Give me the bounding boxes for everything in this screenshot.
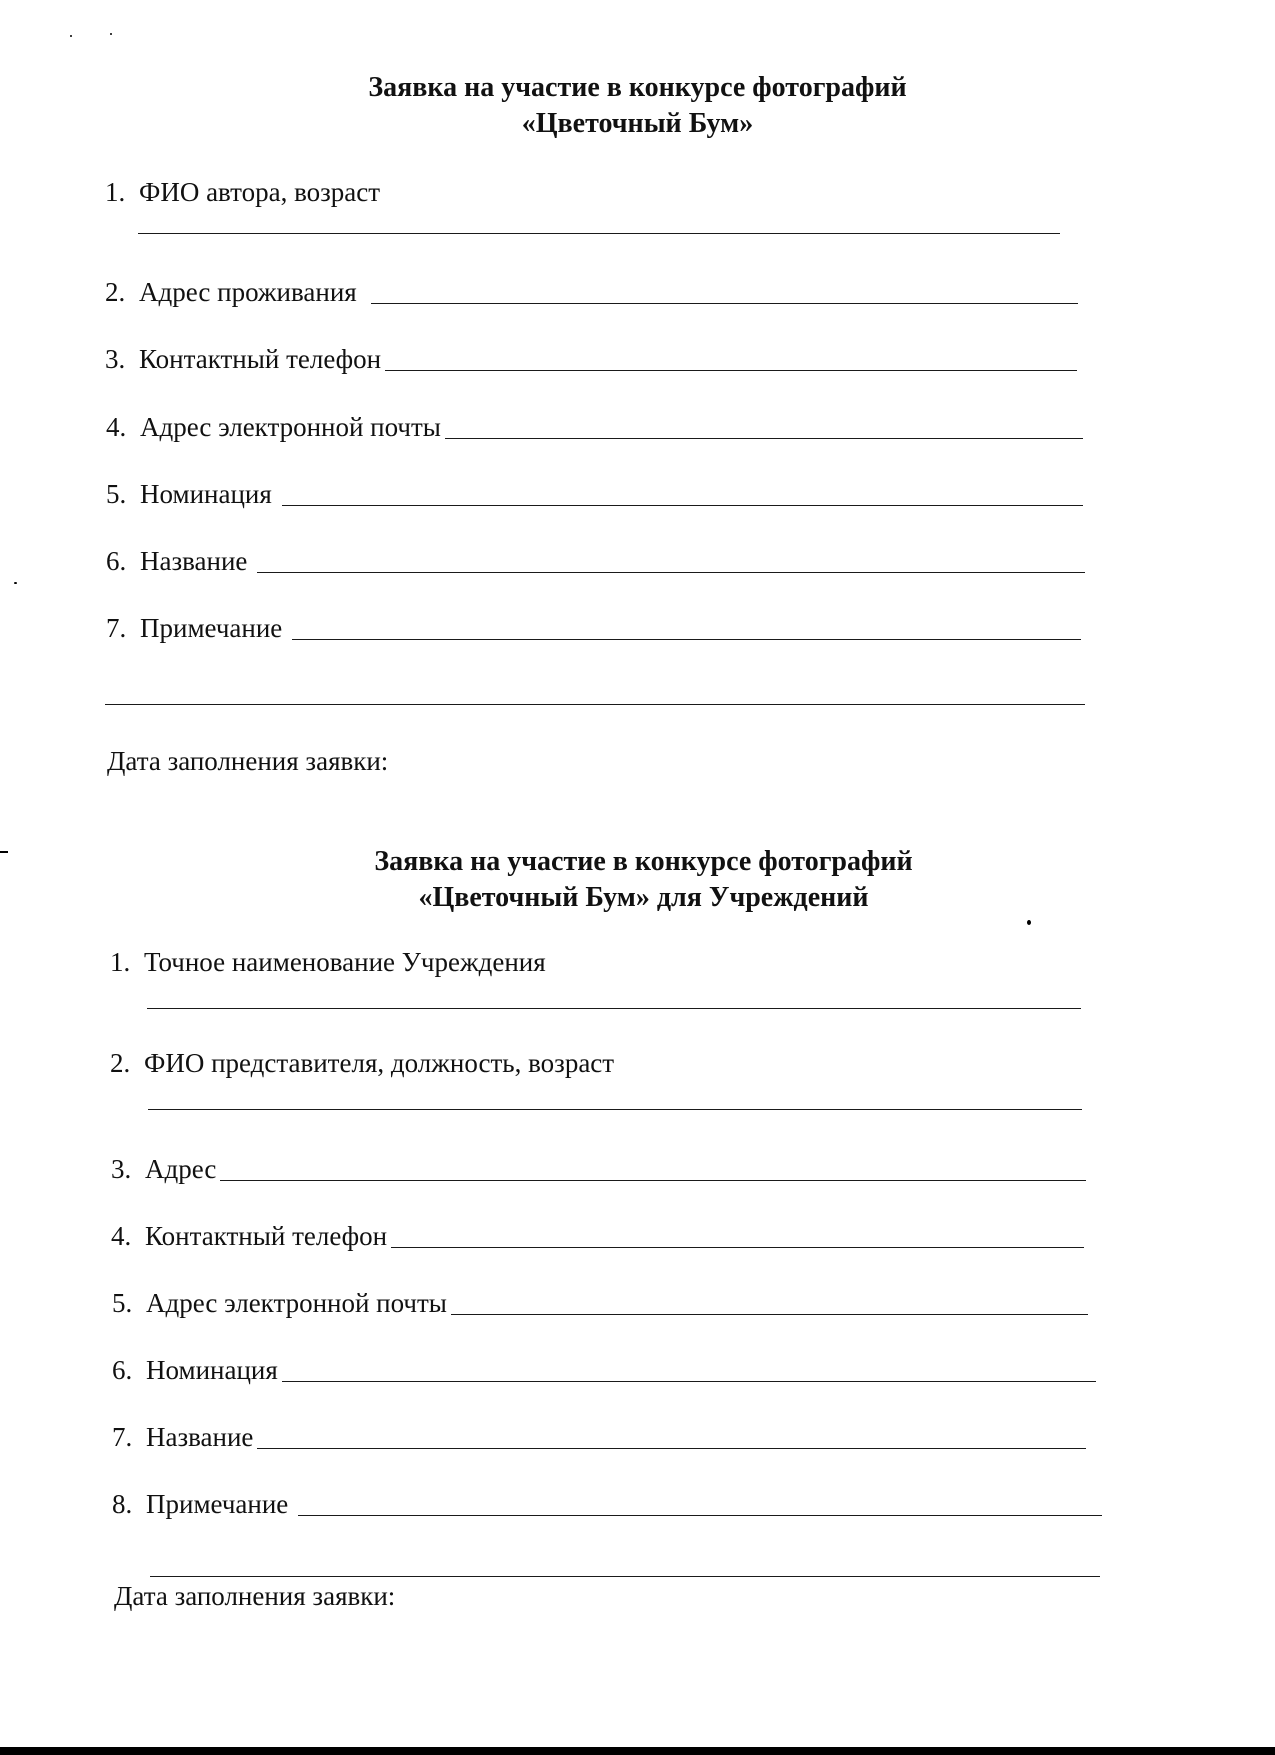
form2-item-number: 1.	[110, 947, 131, 977]
form1-field-note	[106, 604, 1081, 644]
form2-item-number: 8.	[112, 1489, 133, 1519]
form2-title-line2: «Цветочный Бум» для Учреждений	[418, 882, 869, 913]
form1-item-label: Название	[140, 546, 248, 576]
form1-item-number: 5.	[106, 479, 127, 509]
form2-field-phone	[111, 1212, 1084, 1252]
form1-field-author	[105, 172, 1065, 208]
form2-item-label: Адрес электронной почты	[146, 1288, 447, 1318]
scan-speck	[110, 33, 112, 35]
form1-title	[0, 70, 1275, 142]
form1-item-label: ФИО автора, возраст	[139, 177, 381, 207]
form1-item-number: 7.	[106, 613, 127, 643]
form1-nomination-input-line[interactable]	[282, 475, 1083, 506]
form2-title-line1: Заявка на участие в конкурсе фотографий	[374, 846, 913, 877]
form1-item-label: Контактный телефон	[139, 344, 382, 374]
form1-note-input-line[interactable]	[292, 609, 1081, 640]
form2-field-institution	[110, 942, 1070, 978]
form1-item-label: Примечание	[140, 613, 283, 643]
form2-item-number: 3.	[111, 1154, 132, 1184]
scan-bottom-edge	[0, 1747, 1275, 1755]
form2-field-address	[111, 1145, 1086, 1185]
form2-title	[6, 844, 1275, 916]
form1-item-label: Номинация	[140, 479, 272, 509]
form2-note-extra-line[interactable]	[150, 1576, 1100, 1577]
form1-item-number: 4.	[106, 412, 127, 442]
form2-item-number: 2.	[110, 1048, 131, 1078]
scan-speck	[1027, 920, 1031, 925]
form1-title-line1: Заявка на участие в конкурсе фотографий	[368, 72, 907, 103]
form1-note-extra-line[interactable]	[105, 704, 1085, 705]
form1-item-number: 2.	[105, 277, 126, 307]
form1-author-input-line[interactable]	[138, 233, 1060, 234]
form1-field-name	[106, 537, 1085, 577]
form2-field-name	[112, 1413, 1086, 1453]
form1-item-number: 6.	[106, 546, 127, 576]
form2-phone-input-line[interactable]	[391, 1217, 1084, 1248]
form2-item-label: Контактный телефон	[145, 1221, 388, 1251]
form2-field-representative	[110, 1043, 1070, 1079]
form2-institution-input-line[interactable]	[147, 1008, 1081, 1009]
form2-field-note	[112, 1480, 1102, 1520]
form1-item-number: 3.	[105, 344, 126, 374]
form1-item-number: 1.	[105, 177, 126, 207]
form2-item-number: 6.	[112, 1355, 133, 1385]
form2-date-label: Дата заполнения заявки:	[114, 1581, 396, 1611]
form1-name-input-line[interactable]	[257, 542, 1085, 573]
form1-field-nomination	[106, 470, 1083, 510]
form1-item-label: Адрес проживания	[139, 277, 357, 307]
form2-item-label: ФИО представителя, должность, возраст	[144, 1048, 615, 1078]
form2-item-number: 7.	[112, 1422, 133, 1452]
form2-item-label: Примечание	[146, 1489, 289, 1519]
form2-note-input-line[interactable]	[298, 1485, 1102, 1516]
form1-address-input-line[interactable]	[371, 273, 1078, 304]
form1-field-phone	[105, 335, 1077, 375]
form1-phone-input-line[interactable]	[385, 340, 1077, 371]
form1-date-label: Дата заполнения заявки:	[107, 746, 389, 776]
form1-email-input-line[interactable]	[445, 408, 1083, 439]
form2-item-number: 5.	[112, 1288, 133, 1318]
form1-field-email	[106, 403, 1083, 443]
scan-speck	[0, 851, 8, 853]
form2-item-label: Точное наименование Учреждения	[144, 947, 546, 977]
scan-speck	[14, 582, 17, 584]
form2-item-label: Название	[146, 1422, 254, 1452]
form2-name-input-line[interactable]	[257, 1418, 1086, 1449]
form2-field-nomination	[112, 1346, 1096, 1386]
form2-item-label: Адрес	[145, 1154, 217, 1184]
form2-representative-input-line[interactable]	[148, 1109, 1082, 1110]
form1-title-line2: «Цветочный Бум»	[521, 108, 754, 139]
scan-speck	[70, 35, 72, 37]
form1-item-label: Адрес электронной почты	[140, 412, 441, 442]
form1-field-address	[105, 268, 1078, 308]
form2-address-input-line[interactable]	[220, 1150, 1086, 1181]
form2-email-input-line[interactable]	[451, 1284, 1088, 1315]
form2-item-label: Номинация	[146, 1355, 278, 1385]
form2-item-number: 4.	[111, 1221, 132, 1251]
form2-nomination-input-line[interactable]	[282, 1351, 1096, 1382]
form2-field-email	[112, 1279, 1088, 1319]
